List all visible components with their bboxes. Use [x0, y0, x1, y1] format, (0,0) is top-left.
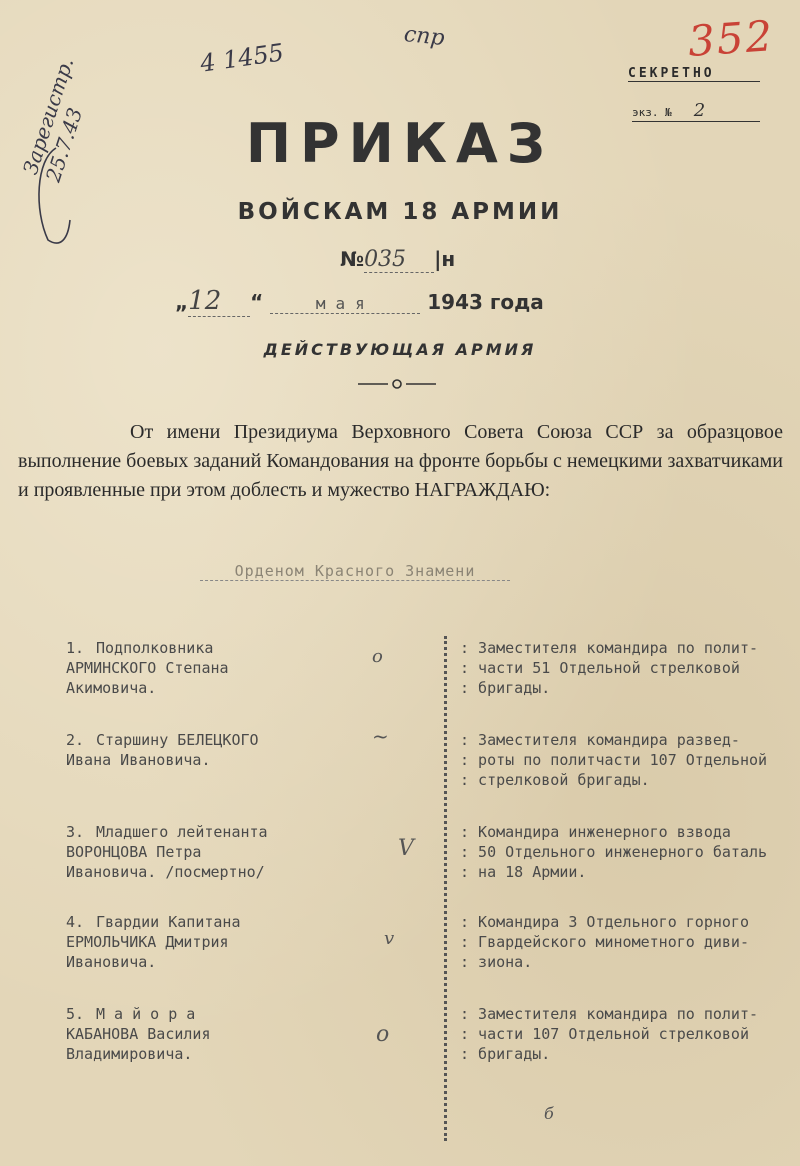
- date-day: 12: [188, 286, 250, 317]
- award-heading: Орденом Красного Знамени: [200, 562, 510, 581]
- margin-mark-5: о: [376, 1022, 390, 1047]
- margin-mark-4: v: [384, 928, 395, 949]
- order-number-value: 035: [364, 247, 434, 273]
- date-close-quote: “: [250, 290, 264, 314]
- order-date: [175, 286, 544, 317]
- intro-paragraph: [18, 418, 783, 505]
- page-mark: б: [544, 1104, 554, 1123]
- document-subtitle: ВОЙСКАМ 18 АРМИИ: [237, 199, 563, 225]
- margin-mark-3: V: [398, 836, 414, 861]
- intro-text: От имени Президиума Верховного Совета Союза ССР за образцовое выполнение боевых заданий Командования на фронте борьбы с немецкими захватчиками и проявленные при этом доблесть и мужество НАГРАЖДАЮ:: [18, 421, 783, 501]
- recipient-4-position: : Командира 3 Отдельного горного : Гвардейского минометного диви- : зиона.: [460, 913, 749, 971]
- recipient-5-name: 5. М а й о р а КАБАНОВА Василия Владимировича.: [66, 1005, 211, 1063]
- recipient-4-name: 4. Гвардии Капитана ЕРМОЛЬЧИКА Дмитрия Ивановича.: [66, 913, 241, 971]
- margin-mark-1: о: [372, 646, 383, 667]
- order-number-suffix: |н: [434, 247, 456, 271]
- registration-stamp-number: 352: [686, 11, 776, 66]
- recipient-5-position: : Заместителя командира по полит- : части 107 Отдельной стрелковой : бригады.: [460, 1005, 759, 1063]
- handwritten-number-note: 4 1455: [198, 38, 286, 78]
- recipient-1-name: 1. Подполковника АРМИНСКОГО Степана Акимовича.: [66, 639, 229, 697]
- classification-label: СЕКРЕТНО: [628, 66, 760, 82]
- handwritten-registration-note: Зарегистр. 25.7.43: [18, 54, 88, 185]
- copy-number-value: 2: [693, 100, 706, 121]
- army-status: ДЕЙСТВУЮЩАЯ АРМИЯ: [263, 340, 537, 359]
- recipient-2-name: 2. Старшину БЕЛЕЦКОГО Ивана Ивановича.: [66, 731, 259, 769]
- date-month: мая: [270, 294, 420, 314]
- column-separator: [444, 636, 447, 1141]
- order-number: [340, 247, 455, 273]
- recipient-3-name: 3. Младшего лейтенанта ВОРОНЦОВА Петра Ивановича. /посмертно/: [66, 823, 268, 881]
- margin-mark-2: ~: [372, 724, 389, 748]
- date-suffix: года: [489, 290, 544, 314]
- date-open-quote: „: [175, 290, 189, 314]
- order-number-label: №: [340, 247, 365, 271]
- date-year: 1943: [427, 290, 483, 314]
- copy-number-label: экз. №: [632, 106, 672, 119]
- document-title: ПРИКАЗ: [245, 112, 555, 175]
- handwritten-top-note: спр: [402, 21, 446, 52]
- recipient-3-position: : Командира инженерного взвода : 50 Отдельного инженерного баталь : на 18 Армии.: [460, 823, 768, 881]
- recipient-2-position: : Заместителя командира развед- : роты по политчасти 107 Отдельной : стрелковой бригады.: [460, 731, 768, 789]
- ornament-divider: [358, 377, 436, 391]
- recipient-1-position: : Заместителя командира по полит- : части 51 Отдельной стрелковой : бригады.: [460, 639, 759, 697]
